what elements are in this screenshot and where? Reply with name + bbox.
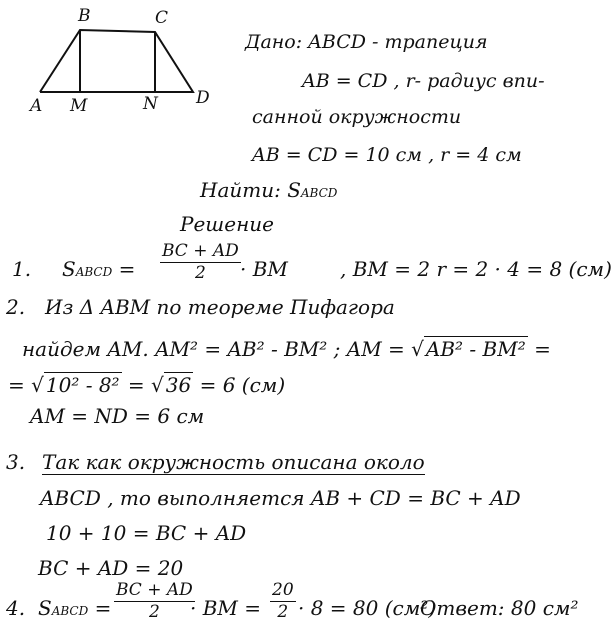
area-subscript: ABCD <box>75 265 113 279</box>
step-1-note: , BM = 2 r = 2 · 4 = 8 (см) <box>340 257 612 281</box>
step-2-number: 2. <box>6 295 26 319</box>
equals-sign: = <box>94 596 112 620</box>
equals-sign: = <box>8 373 25 397</box>
step-3-line-2: ABCD , то выполняется AB + CD = BC + AD <box>40 486 521 510</box>
fraction-numerator: 20 <box>272 580 294 600</box>
step-4-mid: · BM = <box>190 596 262 620</box>
fraction-denominator: 2 <box>194 263 206 283</box>
trapezoid-outline <box>40 30 193 92</box>
radical-expression: 36 <box>165 373 192 397</box>
step-1-area <box>62 259 135 279</box>
given-line-4: AB = CD = 10 см , r = 4 см <box>252 144 522 166</box>
equals-sign: = <box>534 337 551 361</box>
vertex-b-label: B <box>78 6 91 26</box>
step-1-number: 1. <box>12 257 32 281</box>
given-line-2: AB = CD , r- радиус впи- <box>302 70 545 92</box>
step-2-line-3: = √ 10² - 8² = √ 36 = 6 (см) <box>8 373 286 397</box>
fraction-numerator: BC + AD <box>162 241 239 261</box>
step-4-fraction-2 <box>270 582 296 621</box>
point-m-label: M <box>70 96 88 116</box>
step-3-line-1: Так как окружность описана около <box>42 450 425 474</box>
area-subscript: ABCD <box>51 604 89 618</box>
find-prefix: Найти: S <box>200 178 301 202</box>
given-line-1: Дано: ABCD - трапеция <box>245 31 488 53</box>
fraction-denominator: 2 <box>148 602 160 622</box>
step-4-number: 4. <box>6 596 26 620</box>
vertex-d-label: D <box>196 88 210 108</box>
step-2-line-4: AM = ND = 6 см <box>30 404 205 428</box>
step-4-result: · 8 = 80 (см²) <box>298 596 437 620</box>
answer: Ответ: 80 см² <box>420 596 579 620</box>
am-result: = 6 (см) <box>199 373 286 397</box>
given-line-3: санной окружности <box>252 106 462 128</box>
fraction-numerator: BC + AD <box>116 580 193 600</box>
pythagoras-formula: найдем AM. AM² = AB² - BM² ; AM = <box>22 337 405 361</box>
step-2-line-2: найдем AM. AM² = AB² - BM² ; AM = √ AB² - BM² = <box>22 337 551 361</box>
step-3-line-4: BC + AD = 20 <box>38 556 184 580</box>
step-3-number: 3. <box>6 450 26 474</box>
equals-sign: = <box>127 373 145 397</box>
radical-expression: 10² - 8² <box>45 373 120 397</box>
step-4-area <box>38 598 111 618</box>
step-1-tail: · BM <box>240 257 288 281</box>
find-line <box>200 180 337 200</box>
area-symbol: S <box>62 257 76 281</box>
step-2-line-1: Из Δ ABM по теореме Пифагора <box>45 295 395 319</box>
fraction-denominator: 2 <box>277 602 289 622</box>
equals-sign: = <box>118 257 136 281</box>
point-n-label: N <box>143 94 158 114</box>
area-symbol: S <box>38 596 52 620</box>
step-1-fraction <box>160 243 241 282</box>
vertex-a-label: A <box>30 96 43 116</box>
step-4-fraction-1 <box>114 582 195 621</box>
radical-expression: AB² - BM² <box>425 337 526 361</box>
solution-title: Решение <box>180 212 274 236</box>
step-3-line-3: 10 + 10 = BC + AD <box>46 521 247 545</box>
vertex-c-label: C <box>155 8 169 28</box>
find-subscript: ABCD <box>300 186 338 200</box>
